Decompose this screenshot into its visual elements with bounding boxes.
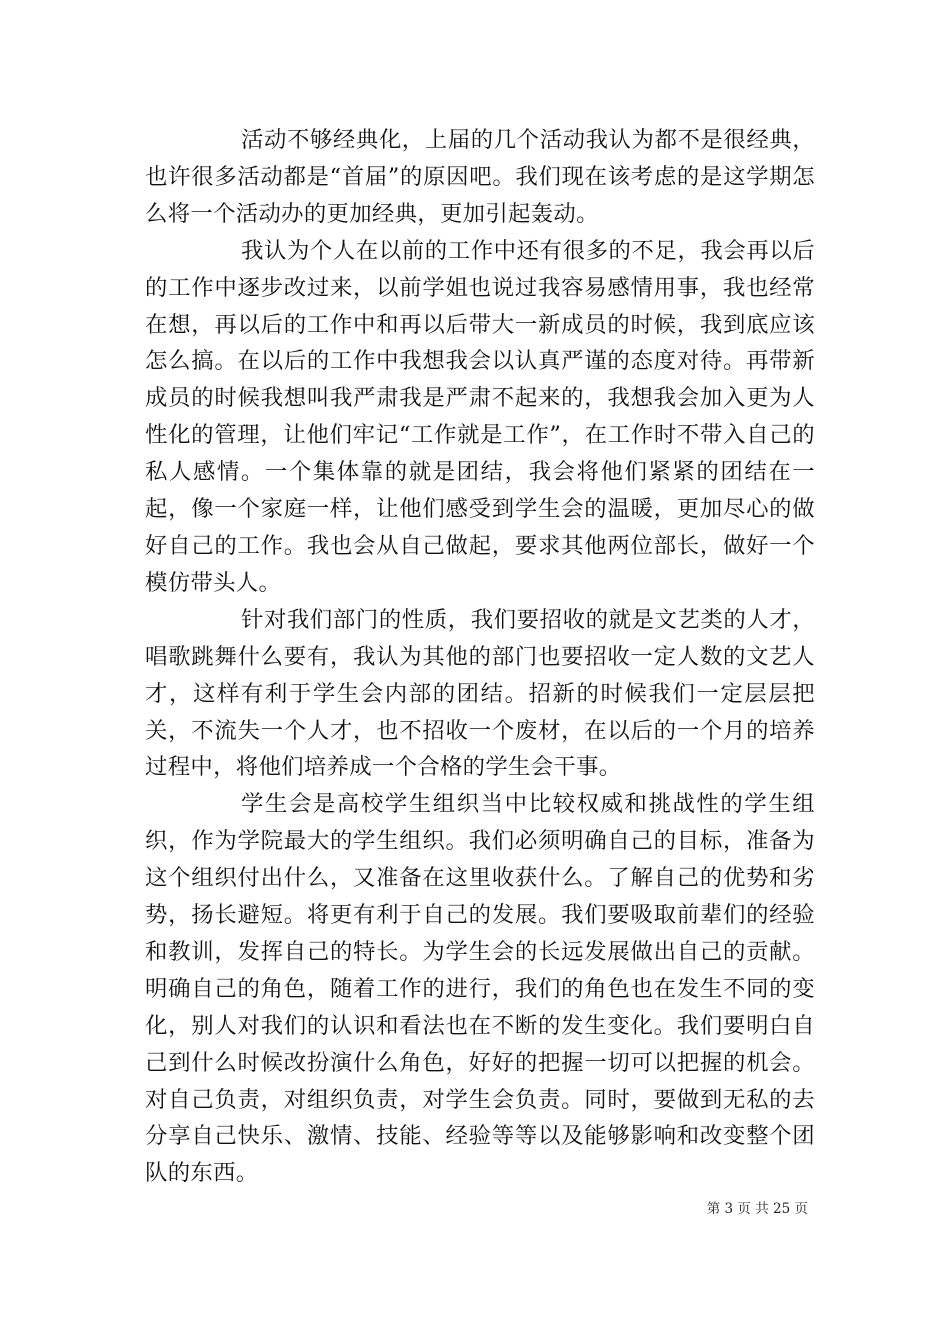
- paragraph-self-improvement: 我认为个人在以前的工作中还有很多的不足，我会再以后的工作中逐步改过来，以前学姐也说过我容易感情用事，我也经常在想，再以后的工作中和再以后带大一新成员的时候，我到底应该怎么搞。在以后的工作中我想我会以认真严谨的态度对待。再带新成员的时候我想叫我严肃我是严肃不起来的，我想我会加入更为人性化的管理，让他们牢记“工作就是工作”，在工作时不带入自己的私人感情。一个集体靠的就是团结，我会将他们紧紧的团结在一起，像一个家庭一样，让他们感受到学生会的温暖，更加尽心的做好自己的工作。我也会从自己做起，要求其他两位部长，做好一个模仿带头人。: [145, 237, 815, 596]
- document-body: [145, 122, 815, 1192]
- paragraph-recruitment: 针对我们部门的性质，我们要招收的就是文艺类的人才，唱歌跳舞什么要有，我认为其他的部门也要招收一定人数的文艺人才，这样有利于学生会内部的团结。招新的时候我们一定层层把关，不流失一个人才，也不招收一个废材，在以后的一个月的培养过程中，将他们培养成一个合格的学生会干事。: [145, 606, 815, 781]
- paragraph-student-union: 学生会是高校学生组织当中比较权威和挑战性的学生组织，作为学院最大的学生组织。我们必须明确自己的目标，准备为这个组织付出什么，又准备在这里收获什么。了解自己的优势和劣势，扬长避短。将更有利于自己的发展。我们要吸取前辈们的经验和教训，发挥自己的特长。为学生会的长远发展做出自己的贡献。明确自己的角色，随着工作的进行，我们的角色也在发生不同的变化，别人对我们的认识和看法也在不断的发生变化。我们要明白自己到什么时候改扮演什么角色，好好的把握一切可以把握的机会。对自己负责，对组织负责，对学生会负责。同时，要做到无私的去分享自己快乐、激情、技能、经验等等以及能够影响和改变整个团队的东西。: [145, 791, 815, 1187]
- paragraph-activities: 活动不够经典化，上届的几个活动我认为都不是很经典，也许很多活动都是“首届”的原因吧。我们现在该考虑的是这学期怎么将一个活动办的更加经典，更加引起轰动。: [145, 127, 815, 227]
- page-number: 第 3 页 共 25 页: [706, 1201, 808, 1217]
